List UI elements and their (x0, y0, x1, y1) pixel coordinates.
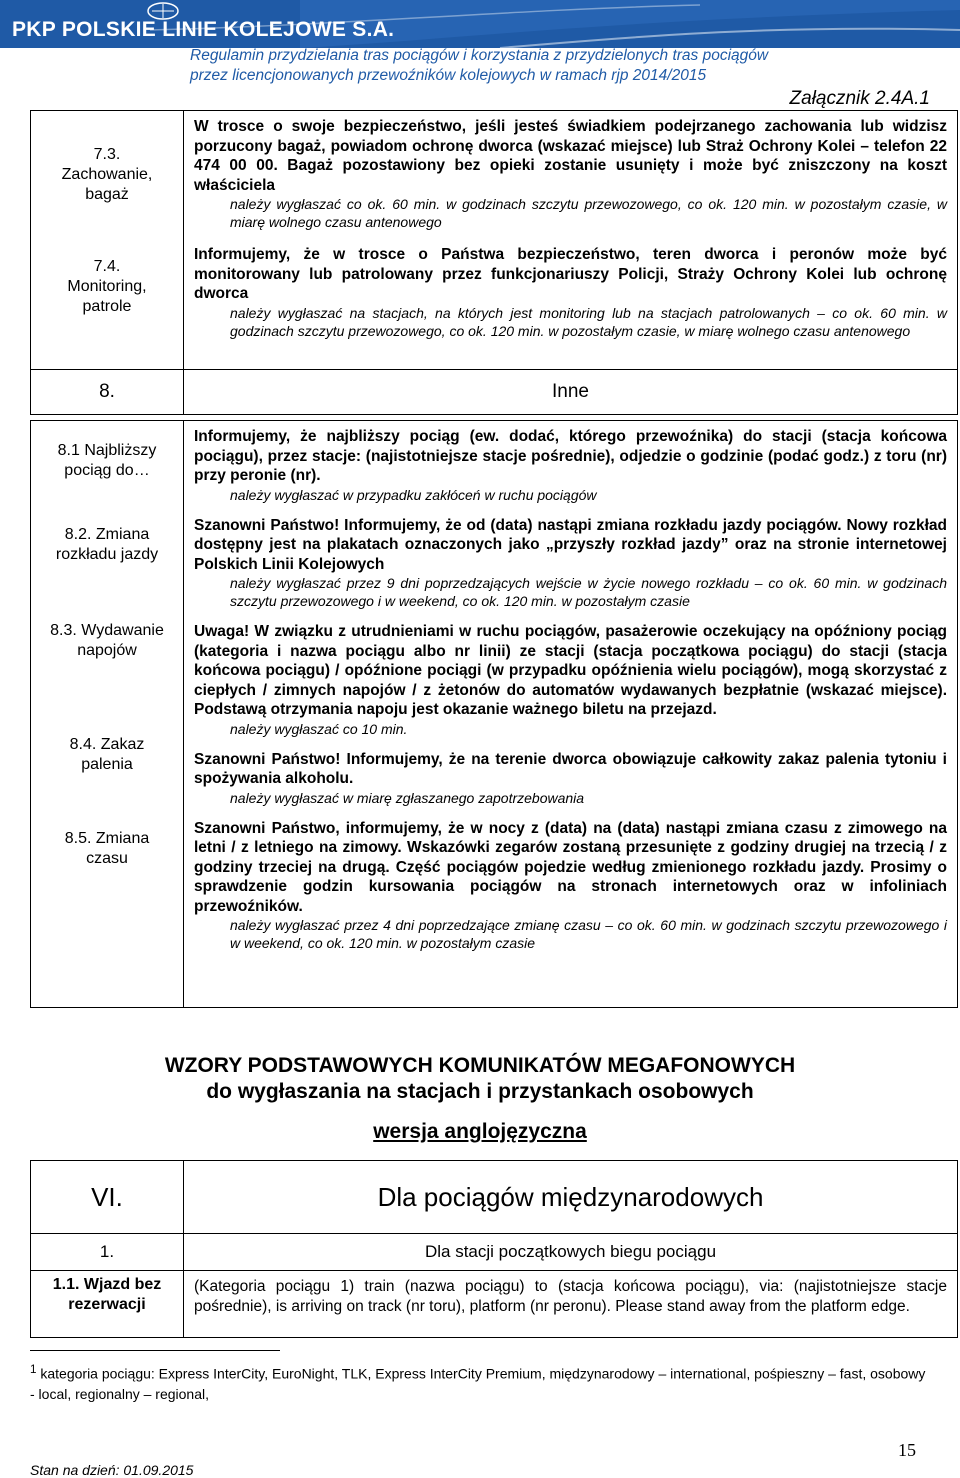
time-change-message: Szanowni Państwo, informujemy, że w nocy z (data) na (data) nastąpi zmiana czasu z zimowego na letni / z letniego na zimowy. Wskazówki zegarów zostaną przesunięte z godziny drugiej na trzecią / z godziny trzeciej na drugą. Część pociągów pojedzie według zmienionego rozkładu jazdy. Prosimy o sprawdzenie godzin kursowania pociągów na stronach internetowych oraz w infoliniach przewoźników. (194, 819, 947, 915)
section-7-side-cell (31, 111, 184, 370)
section-6-title: Dla pociągów międzynarodowych (184, 1161, 958, 1234)
row-1-1-side (31, 1271, 184, 1338)
document-title (0, 1053, 960, 1105)
side-8-5: 8.5. Zmiana czasu (64, 830, 150, 867)
section-6-table (30, 1160, 958, 1338)
section-7-content (184, 111, 958, 370)
subsection-1-title: Dla stacji początkowych biegu pociągu (184, 1234, 958, 1271)
title-english-version: wersja anglojęzyczna (373, 1120, 587, 1143)
regulation-title (190, 46, 950, 86)
side-8-2: 8.2. Zmiana rozkładu jazdy (55, 526, 159, 563)
section-8-title: Inne (184, 370, 958, 415)
footnote (30, 1360, 930, 1404)
monitoring-message: Informujemy, że w trosce o Państwa bezpieczeństwo, teren dworca i peronów może być monitorowany lub patrolowany przez funkcjonariuszy Policji, Straży Ochrony Kolei lub ochronę dworca (194, 246, 947, 302)
drinks-note: należy wygłaszać co 10 min. (230, 720, 408, 737)
title-line-1: WZORY PODSTAWOWYCH KOMUNIKATÓW MEGAFONOWYCH (164, 1054, 796, 1077)
footnote-text: kategoria pociągu: Express InterCity, EuroNight, TLK, Express InterCity Premium, międzynarodowy – international, pośpieszny – fast, osobowy - local, regionalny – regional, (30, 1365, 926, 1402)
timetable-change-message: Szanowni Państwo! Informujemy, że od (data) nastąpi zmiana rozkładu jazdy pociągów. Nowy rozkład dostępny jest na plakatach oznaczonych jako „przyszły rozkład jazdy” oraz na stronie internetowej Polskich Linii Kolejowych (194, 516, 947, 573)
next-train-message: Informujemy, że najbliższy pociąg (ew. dodać, którego przewoźnika) do stacji (stacja końcowa pociągu), przez stacje: (najistotniejsze stacje pośrednie), odjedzie o godzinie (podać godz.) z toru (nr) przy peronie (nr). (194, 428, 947, 484)
section-8-number: 8. (31, 370, 184, 415)
no-smoking-message: Szanowni Państwo! Informujemy, że na terenie dworca obowiązuje całkowity zakaz palenia tytoniu i spożywania alkoholu. (194, 750, 947, 787)
row-1-1-label: 1.1. Wjazd bez rezerwacji (52, 1276, 162, 1313)
footnote-separator (30, 1350, 280, 1351)
side-7-3-number: 7.3. (93, 146, 121, 163)
subsection-1-number: 1. (31, 1234, 184, 1271)
section-8-table (30, 420, 958, 1008)
status-date: Stan na dzień: 01.09.2015 (30, 1462, 194, 1478)
section-6-number: VI. (31, 1161, 184, 1234)
next-train-note: należy wygłaszać w przypadku zakłóceń w ruchu pociągów (230, 486, 597, 503)
side-8-1: 8.1 Najbliższy pociąg do… (57, 442, 157, 479)
side-7-4-name: Monitoring, patrole (67, 278, 147, 315)
row-1-1-message: (Kategoria pociągu 1) train (nazwa pociągu) to (stacja końcowa pociągu), via: (najistotniejsze stacje pośrednie), is arriving on track (nr toru), platform (nr peronu). Please stand away from the platform edge. (184, 1271, 958, 1338)
baggage-note: należy wygłaszać co ok. 60 min. w godzinach szczytu przewozowego, co ok. 120 min. w pozostałym czasie, w miarę wolnego czasu antenowego (230, 196, 947, 230)
brand-name: PKP POLSKIE LINIE KOLEJOWE S.A. (12, 18, 395, 41)
no-smoking-note: należy wygłaszać w miarę zgłaszanego zapotrzebowania (230, 789, 585, 806)
baggage-message: W trosce o swoje bezpieczeństwo, jeśli jesteś świadkiem podejrzanego zachowania lub widzisz porzucony bagaż, powiadom ochronę dworca (wskazać miejsce) lub Straż Ochrony Kolei – telefon 22 474 00 00. Bagaż pozostawiony bez opieki zostanie usunięty i może być zniszczony na koszt właściciela (194, 118, 947, 194)
drinks-message: Uwaga! W związku z utrudnieniami w ruchu pociągów, pasażerowie oczekujący na opóźniony pociąg (kategoria i nazwa pociągu albo nr linii) ze stacji (stacja początkowa pociągu) do stacji (stacja końcowa pociągu) / opóźnione pociągi (w przypadku opóźnienia wielu pociągów), mogą skorzystać z ciepłych / zimnych napojów / z żetonów do automatów wydawanych bezpłatnie (wskazać miejsce). Podstawą otrzymania napoju jest okazanie ważnego biletu na przejazd. (194, 623, 947, 718)
regulation-line-2: przez licencjonowanych przewoźników kolejowych w ramach rjp 2014/2015 (190, 67, 707, 84)
side-7-3-name: Zachowanie, bagaż (61, 166, 153, 203)
timetable-change-note: należy wygłaszać przez 9 dni poprzedzających wejście w życie nowego rozkładu – co ok. 60 min. w godzinach szczytu przewozowego i w weekend, co ok. 120 min. w pozostałym czasie (230, 575, 947, 609)
footnote-mark: 1 (30, 1363, 37, 1376)
section-7-table (30, 110, 958, 415)
time-change-note: należy wygłaszać przez 4 dni poprzedzające zmianę czasu – co ok. 60 min. w godzinach szczytu przewozowego i w weekend, co ok. 120 min. w pozostałym czasie (230, 917, 947, 951)
title-line-2: do wygłaszania na stacjach i przystankach osobowych (206, 1080, 754, 1103)
side-8-4: 8.4. Zakaz palenia (69, 736, 145, 773)
section-8-side-cell (31, 421, 184, 1008)
regulation-line-1: Regulamin przydzielania tras pociągów i korzystania z przydzielonych tras pociągów (190, 47, 769, 64)
page-number: 15 (898, 1440, 916, 1460)
side-8-3: 8.3. Wydawanie napojów (50, 622, 164, 659)
monitoring-note: należy wygłaszać na stacjach, na których jest monitoring lub na stacjach patrolowanych – co ok. 60 min. w godzinach szczytu przewozowego, co ok. 120 min. w pozostałym czasie, w miarę wolnego czasu antenowego (230, 304, 947, 339)
section-8-content (184, 421, 958, 1008)
side-7-4-number: 7.4. (93, 258, 121, 275)
annex-label: Załącznik 2.4A.1 (789, 88, 930, 109)
